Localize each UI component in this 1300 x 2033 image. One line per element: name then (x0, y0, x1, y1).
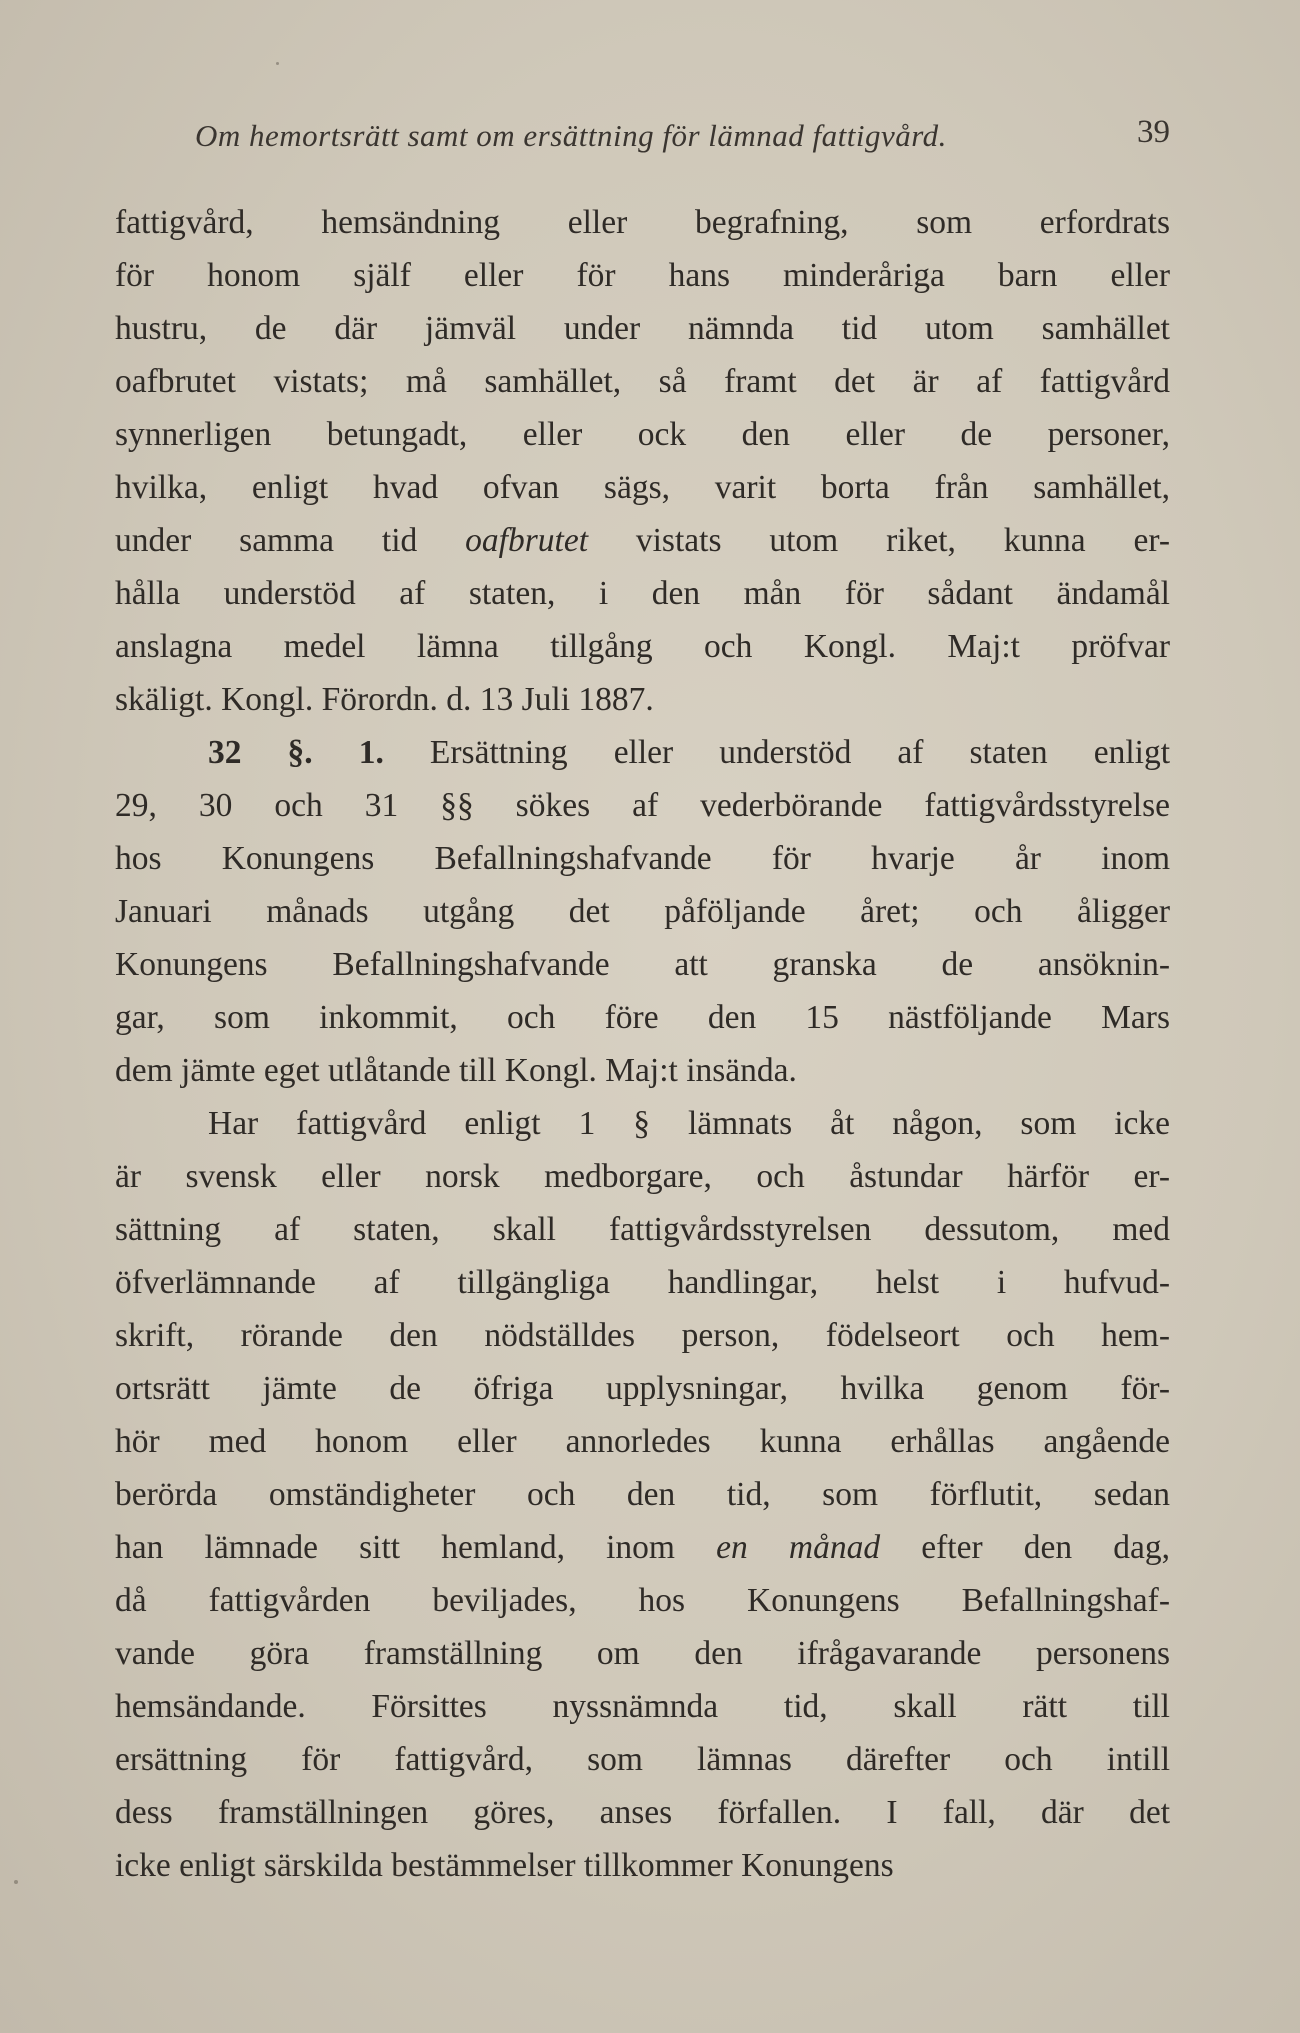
text-line: 29, 30 och 31 §§ sökes af vederbörande fattigvårdsstyrelse (115, 787, 1170, 824)
text-line: Konungens Befallningshafvande att granska de ansöknin- (115, 946, 1170, 983)
text-line: oafbrutet vistats; må samhället, så framt det är af fattigvård (115, 363, 1170, 400)
emphasis-text: oafbrutet (465, 522, 588, 559)
text-line: skrift, rörande den nödställdes person, födelseort och hem- (115, 1317, 1170, 1354)
text-segment: vistats utom riket, kunna er- (588, 522, 1171, 559)
text-line: hålla understöd af staten, i den mån för sådant ändamål (115, 575, 1170, 612)
text-line: fattigvård, hemsändning eller begrafning, som erfordrats (115, 204, 1170, 241)
text-segment: han lämnade sitt hemland, inom (115, 1529, 717, 1566)
text-segment: efter den dag, (880, 1529, 1170, 1566)
text-line: dem jämte eget utlåtande till Kongl. Maj:t insända. (115, 1052, 797, 1089)
body-text (115, 196, 1170, 1892)
text-line: för honom själf eller för hans minderåriga barn eller (115, 257, 1170, 294)
text-line (115, 514, 1170, 567)
text-line: hör med honom eller annorledes kunna erhållas angående (115, 1423, 1170, 1460)
text-line: dess framställningen göres, anses förfallen. I fall, där det (115, 1794, 1170, 1831)
text-line: hvilka, enligt hvad ofvan sägs, varit borta från samhället, (115, 469, 1170, 506)
text-line: icke enligt särskilda bestämmelser tillkommer Konungens (115, 1847, 894, 1884)
paper-speck (14, 1880, 18, 1884)
section-number: 32 §. 1. (208, 734, 384, 771)
text-line: anslagna medel lämna tillgång och Kongl. Maj:t pröfvar (115, 628, 1170, 665)
paper-speck (276, 62, 279, 65)
text-segment: Ersättning eller understöd af staten enligt (383, 734, 1171, 771)
page-number: 39 (1137, 114, 1170, 150)
text-line (115, 1521, 1170, 1574)
text-line: sättning af staten, skall fattigvårdsstyrelsen dessutom, med (115, 1211, 1170, 1248)
text-line: gar, som inkommit, och före den 15 nästföljande Mars (115, 999, 1170, 1036)
text-line: hemsändande. Försittes nyssnämnda tid, skall rätt till (115, 1688, 1170, 1725)
text-line: Januari månads utgång det påföljande året; och åligger (115, 893, 1170, 930)
emphasis-text: en månad (716, 1529, 881, 1566)
text-line: berörda omständigheter och den tid, som förflutit, sedan (115, 1476, 1170, 1513)
text-line: vande göra framställning om den ifrågavarande personens (115, 1635, 1170, 1672)
text-line (115, 726, 1170, 779)
text-line: Har fattigvård enligt 1 § lämnats åt någon, som icke (208, 1105, 1170, 1142)
text-line: synnerligen betungadt, eller ock den eller de personer, (115, 416, 1170, 453)
running-header (195, 114, 1170, 158)
text-line: ortsrätt jämte de öfriga upplysningar, hvilka genom för- (115, 1370, 1170, 1407)
text-line: är svensk eller norsk medborgare, och åstundar härför er- (115, 1158, 1170, 1195)
text-line: hos Konungens Befallningshafvande för hvarje år inom (115, 840, 1170, 877)
text-line: hustru, de där jämväl under nämnda tid utom samhället (115, 310, 1170, 347)
text-line: öfverlämnande af tillgängliga handlingar, helst i hufvud- (115, 1264, 1170, 1301)
text-line: skäligt. Kongl. Förordn. d. 13 Juli 1887. (115, 681, 654, 718)
text-line: då fattigvården beviljades, hos Konungens Befallningshaf- (115, 1582, 1170, 1619)
running-title: Om hemortsrätt samt om ersättning för lämnad fattigvård. (195, 118, 947, 153)
text-line: ersättning för fattigvård, som lämnas därefter och intill (115, 1741, 1170, 1778)
text-segment: under samma tid (115, 522, 466, 559)
